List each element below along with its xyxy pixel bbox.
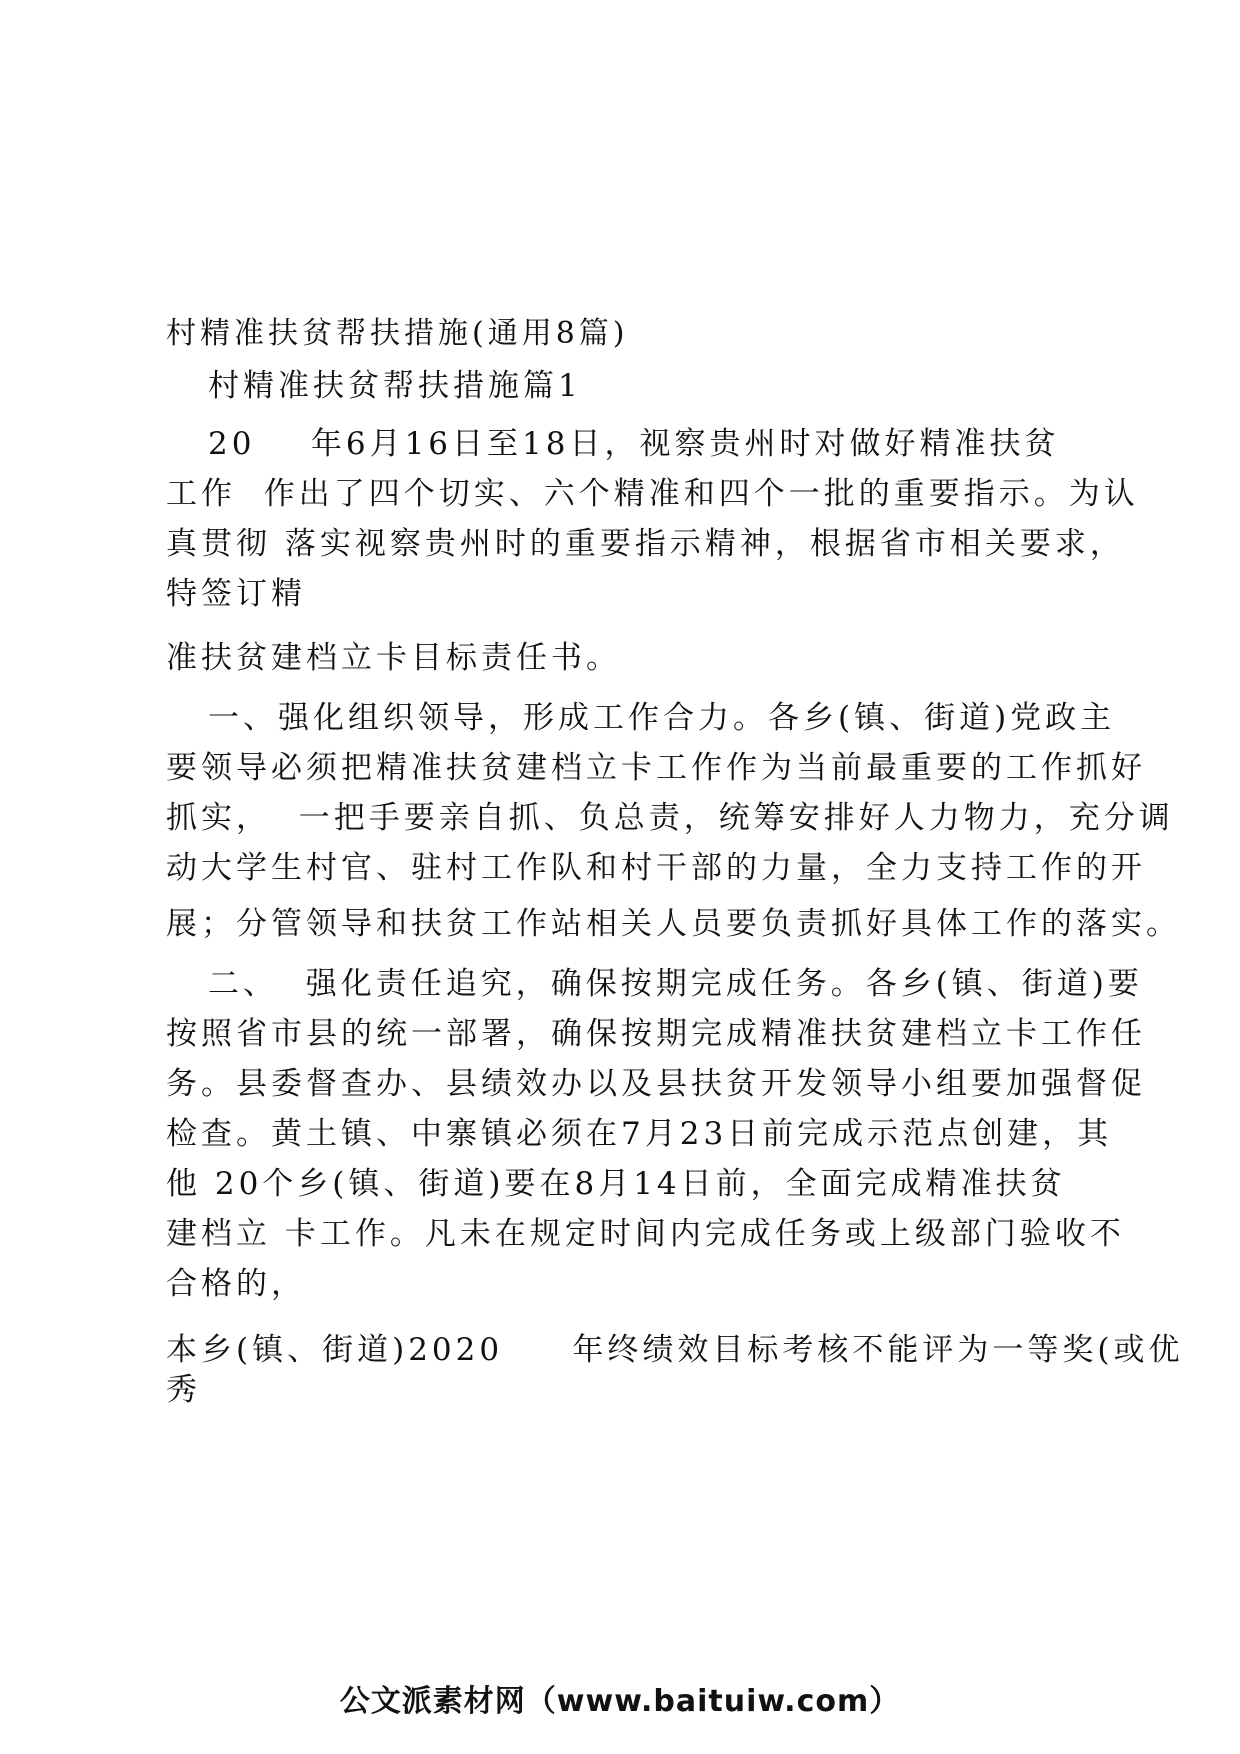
body-line: 秀 — [166, 1372, 201, 1408]
footer-watermark: 公文派素材网（www.baituiw.com） — [339, 1684, 901, 1719]
body-line: 本乡(镇、街道)2020 年终绩效目标考核不能评为一等奖(或优 — [166, 1332, 1184, 1368]
body-line: 他 20个乡(镇、街道)要在8月14日前，全面完成精准扶贫 — [166, 1166, 1066, 1202]
body-line: 务。县委督查办、县绩效办以及县扶贫开发领导小组要加强督促 — [166, 1066, 1146, 1102]
body-line: 二、 强化责任追究，确保按期完成任务。各乡(镇、街道)要 — [208, 966, 1143, 1002]
body-line: 合格的， — [166, 1266, 306, 1302]
body-line: 要领导必须把精准扶贫建档立卡工作作为当前最重要的工作抓好 — [166, 750, 1146, 786]
section-heading: 村精准扶贫帮扶措施篇1 — [208, 368, 582, 404]
body-line: 真贯彻 落实视察贵州时的重要指示精神，根据省市相关要求， — [166, 526, 1125, 562]
body-line: 一、强化组织领导，形成工作合力。各乡(镇、街道)党政主 — [208, 700, 1116, 736]
body-line: 抓实， 一把手要亲自抓、负总责，统筹安排好人力物力，充分调 — [166, 800, 1174, 836]
body-line: 工作 作出了四个切实、六个精准和四个一批的重要指示。为认 — [166, 476, 1139, 512]
document-title: 村精准扶贫帮扶措施(通用8篇) — [166, 316, 629, 351]
body-line: 检查。黄土镇、中寨镇必须在7月23日前完成示范点创建，其 — [166, 1116, 1113, 1152]
body-line: 动大学生村官、驻村工作队和村干部的力量，全力支持工作的开 — [166, 850, 1146, 886]
body-line: 特签订精 — [166, 576, 306, 612]
body-line: 准扶贫建档立卡目标责任书。 — [166, 640, 621, 676]
body-line: 20 年6月16日至18日，视察贵州时对做好精准扶贫 — [208, 426, 1060, 462]
body-line: 按照省市县的统一部署，确保按期完成精准扶贫建档立卡工作任 — [166, 1016, 1146, 1052]
body-line: 展；分管领导和扶贫工作站相关人员要负责抓好具体工作的落实。 — [166, 906, 1181, 942]
body-line: 建档立 卡工作。凡未在规定时间内完成任务或上级部门验收不 — [166, 1216, 1125, 1252]
